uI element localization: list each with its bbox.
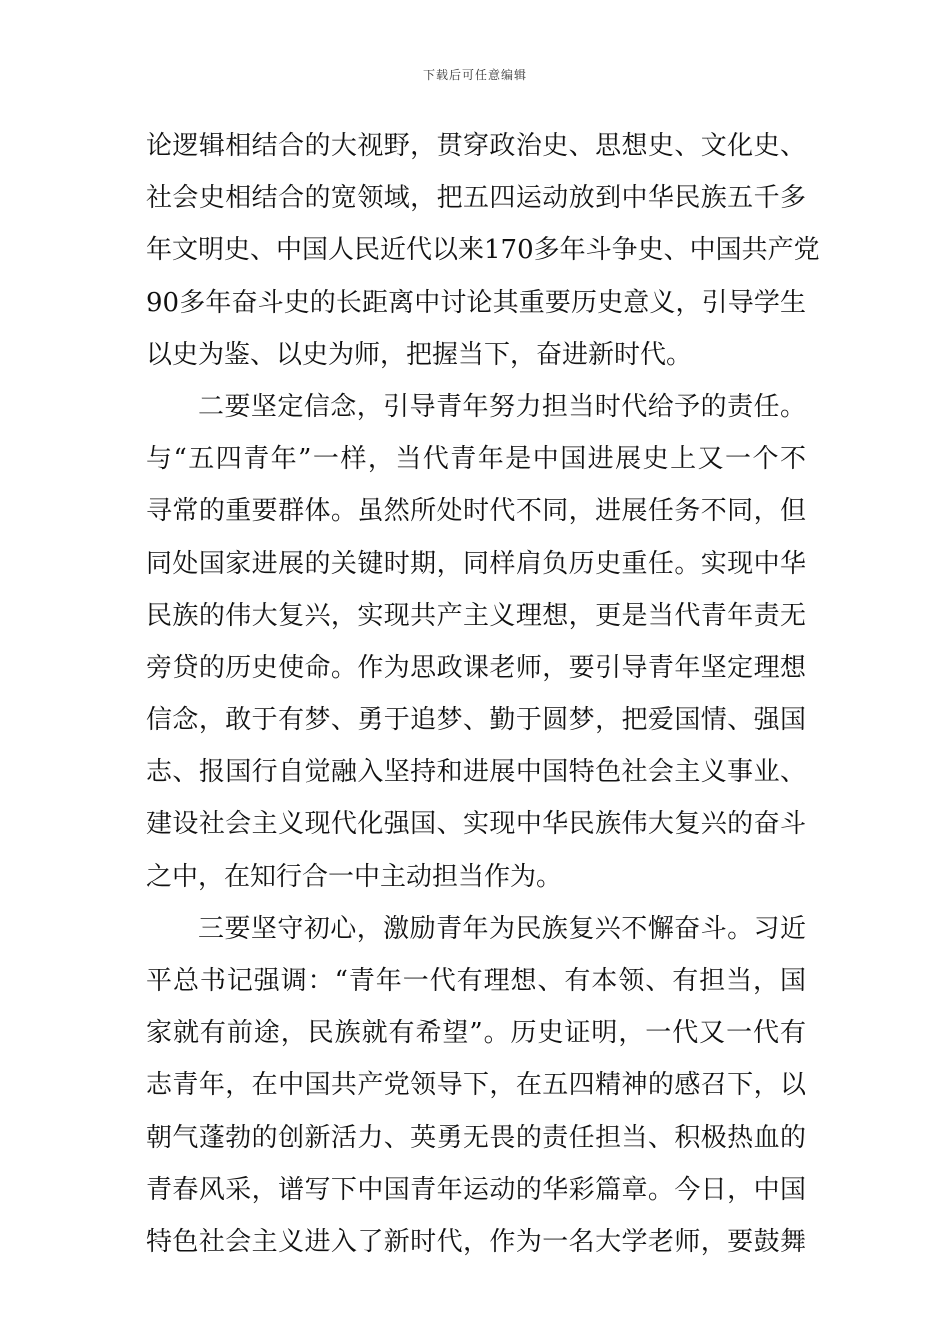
text-line: 90多年奋斗史的长距离中讨论其重要历史意义，引导学生: [146, 287, 806, 318]
text-line: 年文明史、中国人民近代以来170多年斗争史、中国共产党: [146, 235, 820, 266]
text-line: 社会史相结合的宽领域，把五四运动放到中华民族五千多: [146, 183, 806, 214]
document-body: [146, 124, 820, 1272]
text-line: 论逻辑相结合的大视野，贯穿政治史、思想史、文化史、: [146, 131, 806, 161]
text-line: 建设社会主义现代化强国、实现中华民族伟大复兴的奋斗: [146, 809, 806, 840]
text-line: 特色社会主义进入了新时代，作为一名大学老师，要鼓舞: [146, 1226, 806, 1257]
text-line: 之中，在知行合一中主动担当作为。: [146, 861, 563, 892]
text-line: 旁贷的历史使命。作为思政课老师，要引导青年坚定理想: [146, 652, 806, 683]
paragraph: [146, 124, 820, 385]
text-line: 与“五四青年”一样，当代青年是中国进展史上又一个不: [146, 444, 806, 475]
text-line: 以史为鉴、以史为师，把握当下，奋进新时代。: [146, 339, 693, 370]
text-line: 二要坚定信念，引导青年努力担当时代给予的责任。: [198, 391, 806, 422]
page-header: 下载后可任意编辑: [422, 68, 527, 82]
paragraph: [146, 385, 806, 907]
paragraph: [146, 907, 806, 1272]
text-line: 朝气蓬勃的创新活力、英勇无畏的责任担当、积极热血的: [146, 1122, 806, 1153]
text-line: 三要坚守初心，激励青年为民族复兴不懈奋斗。习近: [198, 913, 806, 944]
text-line: 志青年，在中国共产党领导下，在五四精神的感召下，以: [146, 1070, 806, 1101]
text-line: 寻常的重要群体。虽然所处时代不同，进展任务不同，但: [146, 496, 806, 527]
text-line: 青春风采，谱写下中国青年运动的华彩篇章。今日，中国: [146, 1174, 806, 1205]
text-line: 家就有前途，民族就有希望”。历史证明，一代又一代有: [146, 1018, 806, 1049]
text-line: 信念，敢于有梦、勇于追梦、勤于圆梦，把爱国情、强国: [146, 705, 806, 736]
text-line: 平总书记强调：“青年一代有理想、有本领、有担当，国: [146, 966, 806, 996]
text-line: 志、报国行自觉融入坚持和进展中国特色社会主义事业、: [146, 757, 806, 788]
text-line: 同处国家进展的关键时期，同样肩负历史重任。实现中华: [146, 548, 806, 579]
text-line: 民族的伟大复兴，实现共产主义理想，更是当代青年责无: [146, 600, 806, 631]
